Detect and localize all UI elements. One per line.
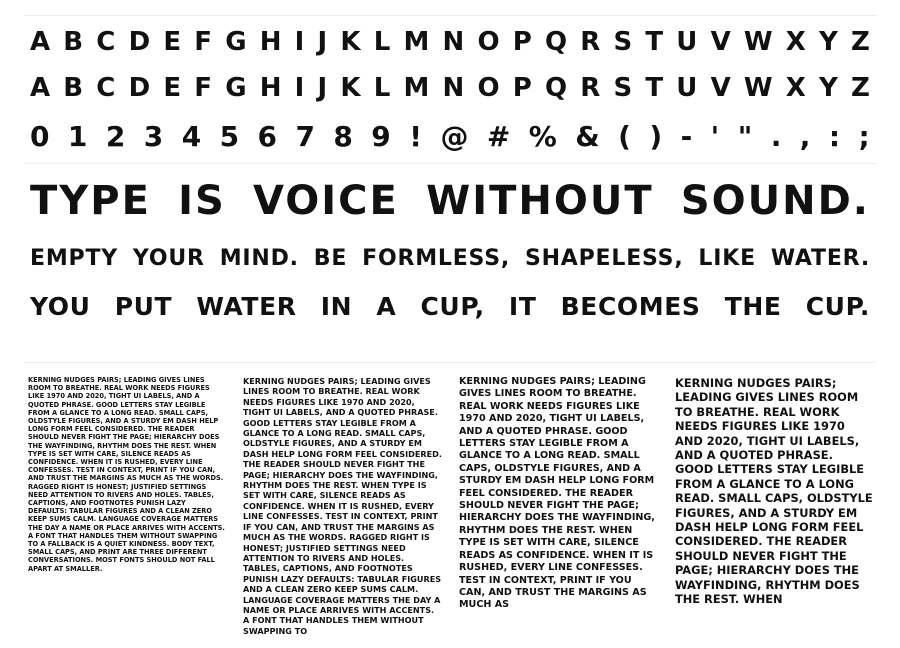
glyph-upper: C: [96, 27, 116, 57]
glyph-upper: M: [403, 27, 430, 57]
numerals-punctuation-row: [30, 116, 870, 156]
glyph-symbol: 2: [105, 119, 126, 153]
glyph-upper: X: [785, 27, 806, 57]
glyph-lower: U: [676, 73, 698, 103]
specimen-column-large: KERNING NUDGES PAIRS; LEADING GIVES LINES ROOM TO BREATHE. REAL WORK NEEDS FIGURES LIKE 1970 AND 2020, TIGHT UI LABELS, AND A QUOTED PHRASE. GOOD LETTERS STAY LEGIBLE FROM A GLANCE TO A LONG READ. SMALL CAPS, OLDSTYLE FIGURES, AND A STURDY EM DASH HELP LONG FORM FEEL CONSIDERED. THE READER SHOULD NEVER FIGHT THE PAGE; HIERARCHY DOES THE WAYFINDING, RHYTHM DOES THE REST. WHEN: [675, 376, 873, 607]
glyph-lower: K: [340, 73, 361, 103]
specimen-column-small: KERNING NUDGES PAIRS; LEADING GIVES LINES ROOM TO BREATHE. REAL WORK NEEDS FIGURES LIKE 1970 AND 2020, TIGHT UI LABELS, AND A QUOTED PHRASE. GOOD LETTERS STAY LEGIBLE FROM A GLANCE TO A LONG READ. SMALL CAPS, OLDSTYLE FIGURES, AND A STURDY EM DASH HELP LONG FORM FEEL CONSIDERED. THE READER SHOULD NEVER FIGHT THE PAGE; HIERARCHY DOES THE WAYFINDING, RHYTHM DOES THE REST. WHEN TYPE IS SET WITH CARE, SILENCE READS AS CONFIDENCE. WHEN IT IS RUSHED, EVERY LINE CONFESSES. TEST IN CONTEXT, PRINT IF YOU CAN, AND TRUST THE MARGINS AS MUCH AS THE WORDS. RAGGED RIGHT IS HONEST; JUSTIFIED SETTINGS NEED ATTENTION TO RIVERS AND HOLES. TABLES, CAPTIONS, AND FOOTNOTES PUNISH LAZY DEFAULTS: TABULAR FIGURES AND A CLEAN ZERO KEEP SUMS CALM. LANGUAGE COVERAGE MATTERS THE DAY A NAME OR PLACE ARRIVES WITH ACCENTS. A FONT THAT HANDLES THEM WITHOUT SWAPPING TO: [243, 376, 442, 636]
glyph-lower: O: [477, 73, 500, 103]
glyph-lower: F: [194, 73, 213, 103]
glyph-upper: P: [512, 27, 532, 57]
glyph-symbol: ': [710, 119, 720, 153]
glyph-upper: N: [442, 27, 465, 57]
glyph-lower: Y: [818, 73, 838, 103]
glyph-lower: A: [30, 73, 51, 103]
glyph-symbol: 7: [295, 119, 315, 153]
glyph-lower: B: [63, 73, 84, 103]
glyph-upper: F: [194, 27, 213, 57]
glyph-upper: R: [580, 27, 601, 57]
glyph-symbol: !: [409, 119, 422, 153]
glyph-lower: R: [580, 73, 601, 103]
glyph-upper: K: [340, 27, 361, 57]
glyph-symbol: @: [440, 119, 469, 153]
glyph-lower: N: [442, 73, 465, 103]
glyph-upper: E: [163, 27, 182, 57]
glyph-upper: Y: [818, 27, 838, 57]
pangram-small: YOU PUT WATER IN A CUP, IT BECOMES THE CUP.: [30, 292, 870, 321]
glyph-symbol: 9: [371, 119, 391, 153]
glyph-upper: W: [743, 27, 773, 57]
top-divider: [24, 15, 876, 16]
glyph-lower: P: [512, 73, 532, 103]
glyph-symbol: 8: [333, 119, 353, 153]
glyph-symbol: 1: [67, 119, 88, 153]
glyph-upper: B: [63, 27, 84, 57]
glyph-symbol: 0: [30, 119, 50, 153]
glyph-lower: C: [96, 73, 116, 103]
specimen-column-smallest: KERNING NUDGES PAIRS; LEADING GIVES LINES ROOM TO BREATHE. REAL WORK NEEDS FIGURES LIKE 1970 AND 2020, TIGHT UI LABELS, AND A QUOTED PHRASE. GOOD LETTERS STAY LEGIBLE FROM A GLANCE TO A LONG READ. SMALL CAPS, OLDSTYLE FIGURES, AND A STURDY EM DASH HELP LONG FORM FEEL CONSIDERED. THE READER SHOULD NEVER FIGHT THE PAGE; HIERARCHY DOES THE WAYFINDING, RHYTHM DOES THE REST. WHEN TYPE IS SET WITH CARE, SILENCE READS AS CONFIDENCE. WHEN IT IS RUSHED, EVERY LINE CONFESSES. TEST IN CONTEXT, PRINT IF YOU CAN, AND TRUST THE MARGINS AS MUCH AS THE WORDS. RAGGED RIGHT IS HONEST; JUSTIFIED SETTINGS NEED ATTENTION TO RIVERS AND HOLES. TABLES, CAPTIONS, AND FOOTNOTES PUNISH LAZY DEFAULTS: TABULAR FIGURES AND A CLEAN ZERO KEEP SUMS CALM. LANGUAGE COVERAGE MATTERS THE DAY A NAME OR PLACE ARRIVES WITH ACCENTS. A FONT THAT HANDLES THEM WITHOUT SWAPPING TO A FALLBACK IS A QUIET KINDNESS. BODY TEXT, SMALL CAPS, AND PRINT ARE THREE DIFFERENT CONVERSATIONS. MOST FONTS SHOULD NOT FALL APART AT SMALLER.: [28, 376, 225, 573]
glyph-symbol: &: [575, 119, 600, 153]
glyph-upper: V: [710, 27, 731, 57]
glyph-upper: Q: [544, 27, 568, 57]
glyph-lower: E: [163, 73, 182, 103]
glyph-upper: G: [225, 27, 247, 57]
pangram-divider: [24, 362, 876, 363]
glyph-symbol: #: [486, 119, 511, 153]
glyph-lower: Q: [544, 73, 568, 103]
glyph-lower: M: [403, 73, 430, 103]
glyph-upper: T: [645, 27, 664, 57]
glyph-lower: X: [785, 73, 806, 103]
glyph-upper: H: [259, 27, 282, 57]
glyph-lower: W: [743, 73, 773, 103]
glyph-symbol: 4: [181, 119, 202, 153]
glyph-symbol: ): [649, 119, 663, 153]
glyph-lower: H: [259, 73, 282, 103]
glyph-upper: Z: [850, 27, 870, 57]
glyph-lower: J: [317, 73, 328, 103]
lowercase-glyph-row: [30, 70, 870, 106]
glyph-lower: G: [225, 73, 247, 103]
glyph-symbol: ;: [858, 119, 870, 153]
pangram-large: TYPE IS VOICE WITHOUT SOUND.: [30, 178, 870, 224]
pangram-medium: EMPTY YOUR MIND. BE FORMLESS, SHAPELESS, LIKE WATER.: [30, 246, 870, 271]
glyph-upper: U: [676, 27, 698, 57]
glyphs-divider: [24, 163, 876, 164]
glyph-symbol: .: [770, 119, 782, 153]
glyph-lower: S: [613, 73, 633, 103]
glyph-lower: T: [645, 73, 664, 103]
glyph-lower: I: [294, 73, 305, 103]
glyph-lower: L: [373, 73, 391, 103]
glyph-symbol: 5: [219, 119, 240, 153]
glyph-symbol: 3: [143, 119, 164, 153]
glyph-upper: A: [30, 27, 51, 57]
glyph-symbol: -: [680, 119, 693, 153]
uppercase-glyph-row: [30, 24, 870, 60]
glyph-upper: S: [613, 27, 633, 57]
glyph-symbol: ": [737, 119, 753, 153]
specimen-column-medium: KERNING NUDGES PAIRS; LEADING GIVES LINES ROOM TO BREATHE. REAL WORK NEEDS FIGURES LIKE 1970 AND 2020, TIGHT UI LABELS, AND A QUOTED PHRASE. GOOD LETTERS STAY LEGIBLE FROM A GLANCE TO A LONG READ. SMALL CAPS, OLDSTYLE FIGURES, AND A STURDY EM DASH HELP LONG FORM FEEL CONSIDERED. THE READER SHOULD NEVER FIGHT THE PAGE; HIERARCHY DOES THE WAYFINDING, RHYTHM DOES THE REST. WHEN TYPE IS SET WITH CARE, SILENCE READS AS CONFIDENCE. WHEN IT IS RUSHED, EVERY LINE CONFESSES. TEST IN CONTEXT, PRINT IF YOU CAN, AND TRUST THE MARGINS AS MUCH AS: [459, 376, 655, 611]
glyph-upper: L: [373, 27, 391, 57]
glyph-upper: J: [317, 27, 328, 57]
glyph-upper: O: [477, 27, 500, 57]
glyph-lower: V: [710, 73, 731, 103]
glyph-upper: D: [128, 27, 151, 57]
glyph-symbol: ,: [799, 119, 811, 153]
glyph-lower: Z: [850, 73, 870, 103]
glyph-symbol: %: [528, 119, 557, 153]
glyph-symbol: 6: [257, 119, 278, 153]
glyph-symbol: :: [828, 119, 841, 153]
glyph-lower: D: [128, 73, 151, 103]
glyph-upper: I: [294, 27, 305, 57]
glyph-symbol: (: [618, 119, 631, 153]
